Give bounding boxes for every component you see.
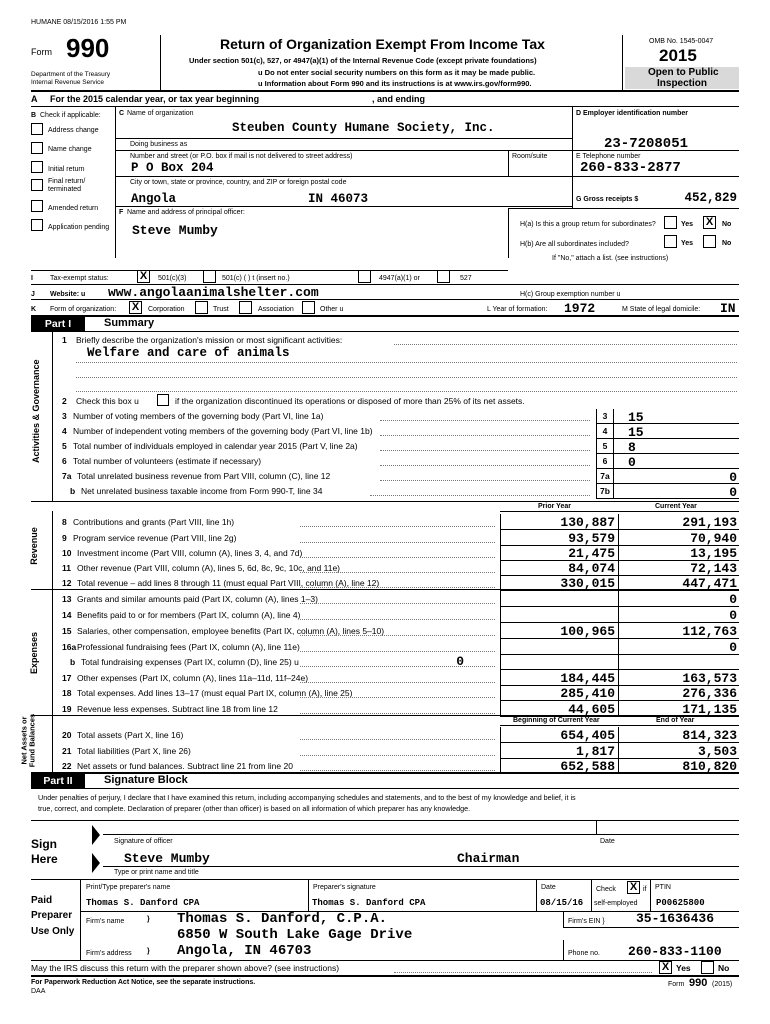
year-formation-label: L Year of formation:	[487, 306, 548, 313]
group-return-question: H(a) Is this a group return for subordinates?	[520, 221, 656, 228]
year-formation: 1972	[564, 301, 596, 316]
line-number: 19	[62, 704, 72, 714]
leader-dots	[300, 572, 495, 573]
rev-current-8: 291,193	[682, 515, 737, 530]
leader-dots	[300, 713, 495, 714]
ssn-warning: u Do not enter social security numbers on this form as it may be made public.	[258, 68, 536, 77]
part1-label: Part I	[31, 317, 85, 331]
subordinates-yes-label: Yes	[681, 240, 694, 247]
address-change-checkbox[interactable]	[31, 123, 43, 135]
gross-receipts: 452,829	[684, 191, 737, 205]
exp-prior-19: 44,605	[568, 702, 615, 717]
preparer-signature-label: Preparer's signature	[313, 884, 376, 891]
self-employed-label: self-employed	[594, 900, 638, 907]
exp-current-17: 163,573	[682, 671, 737, 686]
line-a-letter: A	[31, 94, 38, 104]
leader-dots	[300, 603, 495, 604]
final-return-label: Final return/	[48, 178, 86, 185]
expenses-label: Expenses	[29, 631, 39, 675]
rev-prior-10: 21,475	[568, 546, 615, 561]
tax-year-line: For the 2015 calendar year, or tax year beginning	[50, 94, 260, 104]
line-number: 6	[62, 456, 67, 466]
leader-dots	[380, 435, 590, 436]
exp-line-15-label: Salaries, other compensation, employee benefits (Part IX, column (A), lines 5–10)	[77, 626, 385, 636]
line-number: 5	[62, 441, 67, 451]
irs-label: Internal Revenue Service	[31, 79, 104, 86]
501c3-checkbox[interactable]: X	[137, 270, 150, 283]
group-exemption-label: H(c) Group exemption number u	[520, 291, 621, 298]
website-label: Website: u	[50, 291, 86, 298]
col-rule	[618, 514, 619, 529]
gov-value-7b: 0	[729, 485, 737, 500]
firm-phone: 260-833-1100	[628, 944, 722, 959]
discuss-yes-label: Yes	[676, 963, 691, 973]
line-number: 9	[62, 533, 67, 543]
preparer-name: Thomas S. Danford CPA	[86, 898, 200, 908]
row-rule	[596, 468, 739, 469]
j-letter: J	[31, 291, 35, 298]
exp-current-18: 276,336	[682, 686, 737, 701]
line-number: 22	[62, 761, 72, 771]
preparer-name-label: Print/Type preparer's name	[86, 884, 171, 891]
line-box-5: 5	[596, 439, 614, 453]
end-year-header: End of Year	[656, 717, 695, 724]
corporation-checkbox[interactable]: X	[129, 301, 142, 314]
rev-prior-11: 84,074	[568, 561, 615, 576]
col-rule	[618, 639, 619, 654]
4947-checkbox[interactable]	[358, 270, 371, 283]
application-pending-label: Application pending	[48, 224, 110, 231]
net-prior-21: 1,817	[575, 744, 615, 759]
gross-receipts-label: G Gross receipts $	[576, 196, 639, 203]
preparer-signature: Thomas S. Danford CPA	[312, 898, 426, 908]
ein-label: D Employer identification number	[576, 110, 689, 117]
line-number: 18	[62, 688, 72, 698]
inspection-label: Inspection	[657, 78, 708, 89]
activities-governance-label: Activities & Governance	[31, 359, 41, 463]
net-line-21-label: Total liabilities (Part X, line 26)	[77, 746, 191, 756]
ptin: P00625800	[656, 898, 705, 908]
gov-value-7a: 0	[729, 470, 737, 485]
group-return-no-label: No	[722, 221, 732, 228]
preparer-date: 08/15/16	[540, 898, 584, 908]
part1-title: Summary	[104, 317, 155, 329]
4947-label: 4947(a)(1) or	[379, 275, 420, 282]
subordinates-no-label: No	[722, 240, 732, 247]
col-rule	[618, 591, 619, 606]
preparer-label: Preparer	[31, 910, 73, 921]
net-current-22: 810,820	[682, 759, 737, 774]
firm-name-label: Firm's name	[86, 918, 125, 925]
check-if-applicable: Check if applicable:	[40, 112, 101, 119]
line-number: 7a	[62, 471, 72, 481]
col-rule	[618, 758, 619, 773]
perjury-declaration-1: Under penalties of perjury, I declare that I have examined this return, including accompanying schedules and statements, and to the best of my knowledge and belief, it is	[38, 793, 576, 802]
line-number: 17	[62, 673, 72, 683]
line-number: 11	[62, 563, 71, 573]
net-assets-label: Net Assets or	[19, 716, 29, 765]
current-year-header: Current Year	[655, 503, 697, 510]
gov-value-3: 15	[628, 410, 644, 425]
exp-current-16a: 0	[729, 640, 737, 655]
line-number: b	[70, 486, 76, 496]
name-change-label: Name change	[48, 146, 92, 153]
other-org-checkbox[interactable]	[302, 301, 315, 314]
line-number: 4	[62, 426, 67, 436]
col-rule	[618, 685, 619, 700]
k-letter: K	[31, 306, 37, 313]
discuss-question: May the IRS discuss this return with the preparer shown above? (see instructions)	[31, 963, 340, 973]
org-name-label: Name of organization	[127, 110, 194, 117]
association-label: Association	[258, 306, 294, 313]
leader-dots	[300, 651, 495, 652]
fund-balances-label: Fund Balances	[27, 713, 37, 768]
exp-line-18-label: Total expenses. Add lines 13–17 (must equal Part IX, column (A), line 25)	[77, 688, 353, 698]
footer-form-word: Form	[668, 981, 685, 988]
501c3-label: 501(c)(3)	[158, 275, 187, 282]
leader-dots	[300, 666, 495, 667]
leader-dots	[380, 465, 590, 466]
leader-dots	[300, 739, 495, 740]
trust-checkbox[interactable]	[195, 301, 208, 314]
leader-dots	[300, 619, 495, 620]
row-rule	[596, 438, 739, 439]
line-number: 10	[62, 548, 72, 558]
form-subtitle: Under section 501(c), 527, or 4947(a)(1) of the Internal Revenue Code (except private foundations)	[189, 56, 537, 65]
line-number: 12	[62, 578, 72, 588]
col-rule	[618, 701, 619, 716]
address-change-label: Address change	[48, 127, 99, 134]
form-title: Return of Organization Exempt From Income Tax	[220, 36, 545, 52]
attach-list-note: If "No," attach a list. (see instructions)	[552, 255, 669, 262]
if-label: if	[643, 886, 647, 893]
leader-dots	[300, 587, 495, 588]
ptin-label: PTIN	[655, 884, 671, 891]
gov-value-5: 8	[628, 440, 636, 455]
group-return-no-checkbox[interactable]: X	[703, 216, 716, 229]
col-rule	[618, 560, 619, 575]
row-rule	[500, 606, 739, 607]
form-of-org-label: Form of organization:	[50, 306, 117, 313]
row-rule	[500, 669, 739, 670]
row-rule	[500, 654, 739, 655]
gov-line-7b-label: Net unrelated business taxable income from Form 990-T, line 34	[81, 486, 323, 496]
leader-dots	[300, 697, 495, 698]
line-number: 21	[62, 746, 72, 756]
state-zip: IN 46073	[308, 192, 369, 206]
501c-label: 501(c) ( ) t (insert no.)	[222, 275, 290, 282]
part2-title: Signature Block	[104, 774, 188, 786]
gov-line-5-label: Total number of individuals employed in calendar year 2015 (Part V, line 2a)	[73, 441, 358, 451]
type-name-label: Type or print name and title	[114, 869, 199, 876]
line-number: b	[70, 657, 76, 667]
firm-address-label: Firm's address	[86, 950, 132, 957]
preparer-date-label: Date	[541, 884, 556, 891]
amended-return-label: Amended return	[48, 205, 99, 212]
terminated-label: terminated	[48, 186, 82, 193]
print-stamp: HUMANE 08/15/2016 1:55 PM	[31, 19, 127, 26]
b-letter: B	[31, 112, 37, 119]
amended-return-checkbox[interactable]	[31, 200, 43, 212]
sign-arrow-icon	[92, 825, 100, 845]
line-number: 15	[62, 626, 72, 636]
telephone: 260-833-2877	[580, 160, 681, 176]
rev-prior-12: 330,015	[560, 576, 615, 591]
leader-dots	[300, 755, 495, 756]
col-rule	[618, 530, 619, 545]
open-public-label: Open to Public	[648, 67, 719, 78]
daa-label: DAA	[31, 988, 46, 995]
subordinates-no-checkbox[interactable]	[703, 235, 716, 248]
dba-label: Doing business as	[130, 141, 188, 148]
room-suite-label: Room/suite	[512, 153, 548, 160]
exp-line-19-label: Revenue less expenses. Subtract line 18 from line 12	[77, 704, 278, 714]
mission-statement: Welfare and care of animals	[87, 346, 290, 360]
501c-checkbox[interactable]	[203, 270, 216, 283]
instructions-info: u Information about Form 990 and its instructions is at www.irs.gov/form990.	[258, 79, 532, 88]
527-label: 527	[460, 275, 472, 282]
gov-line-4-label: Number of independent voting members of the governing body (Part VI, line 1b)	[73, 426, 373, 436]
use-only-label: Use Only	[31, 926, 75, 937]
phone-label: Phone no.	[568, 950, 600, 957]
dept-treasury: Department of the Treasury	[31, 71, 111, 78]
revenue-label: Revenue	[29, 527, 39, 565]
line1-label: Briefly describe the organization's mission or most significant activities:	[76, 335, 343, 345]
net-current-20: 814,323	[682, 728, 737, 743]
rev-line-9-label: Program service revenue (Part VIII, line 2g)	[73, 533, 237, 543]
corporation-label: Corporation	[148, 306, 185, 313]
row-rule	[596, 423, 739, 424]
rev-prior-8: 130,887	[560, 515, 615, 530]
group-return-yes-label: Yes	[681, 221, 694, 228]
leader-dots	[300, 635, 495, 636]
firm-ein: 35-1636436	[636, 911, 715, 926]
col-rule	[500, 607, 501, 622]
net-line-22-label: Net assets or fund balances. Subtract line 21 from line 20	[77, 761, 293, 771]
ein: 23-7208051	[604, 136, 689, 152]
rev-line-8-label: Contributions and grants (Part VIII, line 1h)	[73, 517, 235, 527]
col-rule	[618, 743, 619, 758]
self-employed-checkbox[interactable]: X	[627, 881, 640, 894]
form-word: Form	[31, 47, 52, 57]
line-box-6: 6	[596, 454, 614, 468]
line-number: 13	[62, 594, 72, 604]
line2-description: if the organization discontinued its operations or disposed of more than 25% of its net assets.	[175, 396, 525, 406]
legal-domicile: IN	[720, 301, 736, 316]
discuss-yes-checkbox[interactable]: X	[659, 961, 672, 974]
rev-current-9: 70,940	[690, 531, 737, 546]
row-rule	[596, 453, 739, 454]
initial-return-label: Initial return	[48, 166, 85, 173]
exp-line-b-label: Total fundraising expenses (Part IX, column (D), line 25) u	[81, 657, 299, 667]
sign-date-label: Date	[600, 838, 615, 845]
and-ending: , and ending	[372, 94, 425, 104]
leader-dots	[300, 557, 495, 558]
gov-value-4: 15	[628, 425, 644, 440]
application-pending-checkbox[interactable]	[31, 219, 43, 231]
leader-dots	[380, 480, 590, 481]
line-box-7a: 7a	[596, 469, 614, 483]
omb-number: OMB No. 1545-0047	[649, 38, 714, 45]
rev-line-10-label: Investment income (Part VIII, column (A), lines 3, 4, and 7d)	[77, 548, 303, 558]
discontinued-checkbox[interactable]	[157, 394, 169, 406]
leader-dots	[370, 495, 590, 496]
leader-dots	[300, 542, 495, 543]
form-number: 990	[66, 33, 110, 63]
col-rule	[618, 670, 619, 685]
gov-line-7a-label: Total unrelated business revenue from Part VIII, column (C), line 12	[77, 471, 331, 481]
firm-name: Thomas S. Danford, C.P.A.	[177, 911, 388, 927]
exp-current-19: 171,135	[682, 702, 737, 717]
rev-prior-9: 93,579	[568, 531, 615, 546]
name-arrow-icon	[92, 853, 100, 873]
net-line-20-label: Total assets (Part X, line 16)	[77, 730, 184, 740]
col-rule	[500, 639, 501, 654]
col-rule	[618, 545, 619, 560]
rev-line-12-label: Total revenue – add lines 8 through 11 (must equal Part VIII, column (A), line 12)	[77, 578, 380, 588]
city-label: City or town, state or province, country, and ZIP or foreign postal code	[130, 179, 347, 186]
perjury-declaration-2: true, correct, and complete. Declaration of preparer (other than officer) is based on all information of which preparer has any knowledge.	[38, 804, 471, 813]
principal-officer-label: Name and address of principal officer:	[127, 209, 245, 216]
association-checkbox[interactable]	[239, 301, 252, 314]
net-prior-22: 652,588	[560, 759, 615, 774]
telephone-label: E Telephone number	[576, 153, 641, 160]
street-label: Number and street (or P.O. box if mail is not delivered to street address)	[130, 153, 353, 160]
exp-line-17-label: Other expenses (Part IX, column (A), lines 11a–11d, 11f–24e)	[77, 673, 309, 683]
check-label: Check	[596, 886, 616, 893]
c-letter: C	[119, 110, 125, 117]
col-rule	[500, 654, 501, 669]
leader-dots	[380, 420, 590, 421]
exp-prior-18: 285,410	[560, 686, 615, 701]
rev-current-11: 72,143	[690, 561, 737, 576]
line-number: 8	[62, 517, 67, 527]
col-rule	[618, 575, 619, 590]
firm-address-line2: Angola, IN 46703	[177, 943, 312, 959]
footer-form-number: 990	[689, 977, 708, 989]
street-address: P O Box 204	[131, 161, 214, 175]
sign-label: Sign	[31, 837, 57, 851]
leader-dots	[380, 450, 590, 451]
line2-label: Check this box u	[76, 396, 139, 406]
paid-label: Paid	[31, 895, 53, 906]
line-number: 3	[62, 411, 67, 421]
name-change-checkbox[interactable]	[31, 142, 43, 154]
exp-prior-17: 184,445	[560, 671, 615, 686]
trust-label: Trust	[213, 306, 229, 313]
website[interactable]: www.angolaanimalshelter.com	[108, 285, 319, 300]
prior-year-header: Prior Year	[538, 503, 571, 510]
leader-dots	[300, 526, 495, 527]
leader-dots	[300, 770, 495, 771]
row-rule	[500, 622, 739, 623]
exp-line-13-label: Grants and similar amounts paid (Part IX, column (A), lines 1–3)	[77, 594, 318, 604]
col-rule	[500, 591, 501, 606]
firm-address-line1: 6850 W South Lake Gage Drive	[177, 927, 413, 943]
exp-line-14-label: Benefits paid to or for members (Part IX, column (A), line 4)	[77, 610, 301, 620]
final-return-checkbox[interactable]	[31, 179, 43, 191]
gov-line-3-label: Number of voting members of the governing body (Part VI, line 1a)	[73, 411, 324, 421]
exp-inline-b: 0	[456, 654, 464, 669]
discuss-no-label: No	[718, 963, 730, 973]
group-return-yes-checkbox[interactable]	[664, 216, 677, 229]
part2-label: Part II	[31, 774, 85, 788]
gov-line-6-label: Total number of volunteers (estimate if necessary)	[73, 456, 262, 466]
col-rule	[618, 623, 619, 638]
discuss-no-checkbox[interactable]	[701, 961, 714, 974]
principal-officer: Steve Mumby	[132, 223, 218, 238]
line-number: 14	[62, 610, 72, 620]
line-number: 16a	[62, 642, 77, 652]
col-rule	[618, 607, 619, 622]
line-number: 20	[62, 730, 72, 740]
subordinates-question: H(b) Are all subordinates included?	[520, 241, 629, 248]
other-org-label: Other u	[320, 306, 344, 313]
begin-year-header: Beginning of Current Year	[513, 717, 600, 724]
leader-dots	[300, 682, 495, 683]
officer-title: Chairman	[457, 851, 520, 866]
rev-current-12: 447,471	[682, 576, 737, 591]
f-letter: F	[119, 209, 124, 216]
line-box-4: 4	[596, 424, 614, 438]
signature-officer-label[interactable]: Signature of officer	[114, 838, 173, 845]
legal-domicile-label: M State of legal domicile:	[622, 306, 701, 313]
exp-line-16a-label: Professional fundraising fees (Part IX, column (A), line 11e)	[77, 642, 300, 652]
527-checkbox[interactable]	[437, 270, 450, 283]
exp-current-13: 0	[729, 592, 737, 607]
org-name: Steuben County Humane Society, Inc.	[232, 121, 495, 135]
paperwork-notice: For Paperwork Reduction Act Notice, see the separate instructions.	[31, 979, 256, 986]
exp-current-15: 112,763	[682, 624, 737, 639]
city: Angola	[131, 192, 177, 206]
tax-exempt-status-label: Tax-exempt status:	[50, 275, 109, 282]
footer-form-year: (2015)	[712, 981, 733, 988]
tax-year: 2015	[659, 46, 697, 65]
line-box-7b: 7b	[596, 484, 614, 498]
net-prior-20: 654,405	[560, 728, 615, 743]
initial-return-checkbox[interactable]	[31, 161, 43, 173]
rev-line-11-label: Other revenue (Part VIII, column (A), lines 5, 6d, 8c, 9c, 10c, and 11e)	[77, 563, 340, 573]
line-box-3: 3	[596, 409, 614, 423]
firm-ein-label: Firm's EIN }	[568, 918, 605, 925]
col-rule	[618, 654, 619, 669]
exp-prior-15: 100,965	[560, 624, 615, 639]
subordinates-yes-checkbox[interactable]	[664, 235, 677, 248]
here-label: Here	[31, 852, 58, 866]
gov-value-6: 0	[628, 455, 636, 470]
exp-current-14: 0	[729, 608, 737, 623]
i-letter: I	[31, 275, 33, 282]
rev-current-10: 13,195	[690, 546, 737, 561]
col-rule	[618, 727, 619, 742]
net-current-21: 3,503	[697, 744, 737, 759]
officer-name: Steve Mumby	[124, 851, 210, 866]
